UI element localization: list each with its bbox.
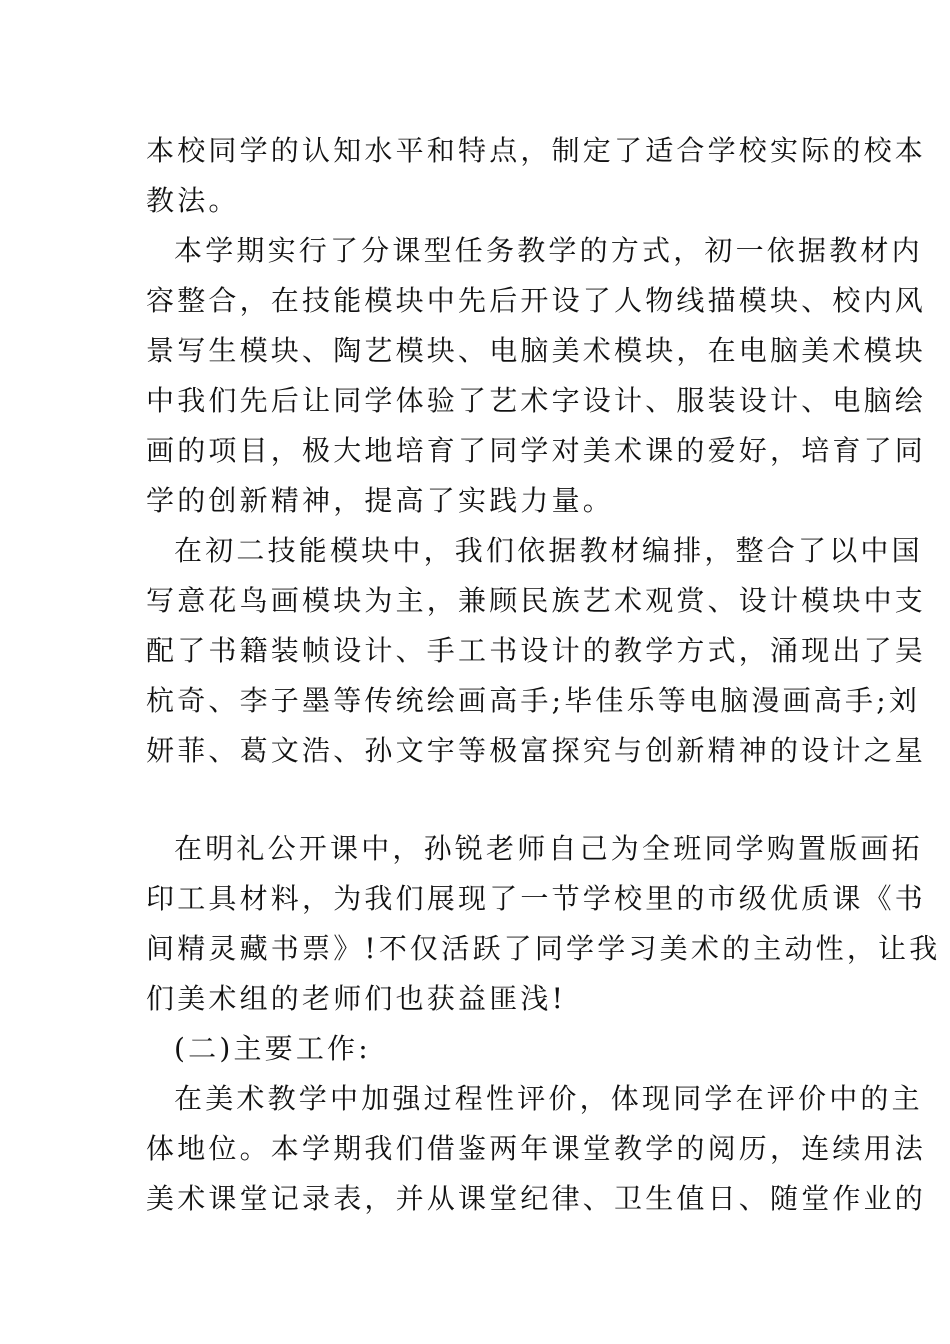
text-line-10: 写意花鸟画模块为主，兼顾民族艺术观赏、设计模块中支	[146, 584, 927, 617]
paragraph-start-line: 在初二技能模块中，我们依据教材编排，整合了以中国	[174, 534, 923, 567]
text-line-11: 配了书籍装帧设计、手工书设计的教学方式，涌现出了吴	[146, 634, 927, 667]
text-line-6: 中我们先后让同学体验了艺术字设计、服装设计、电脑绘	[146, 384, 927, 417]
text-line-20: 体地位。本学期我们借鉴两年课堂教学的阅历，连续用法	[146, 1132, 927, 1165]
text-line-13: 妍菲、葛文浩、孙文宇等极富探究与创新精神的设计之星	[146, 734, 927, 767]
text-line-15: 印工具材料，为我们展现了一节学校里的市级优质课《书	[146, 882, 927, 915]
paragraph-start-line: 本学期实行了分课型任务教学的方式，初一依据教材内	[174, 234, 923, 267]
text-line-5: 景写生模块、陶艺模块、电脑美术模块，在电脑美术模块	[146, 334, 927, 367]
text-line-7: 画的项目，极大地培育了同学对美术课的爱好，培育了同	[146, 434, 927, 467]
section-heading: (二)主要工作:	[174, 1032, 371, 1065]
text-line-16: 间精灵藏书票》!不仅活跃了同学学习美术的主动性，让我	[146, 932, 941, 965]
paragraph-start-line: 在美术教学中加强过程性评价，体现同学在评价中的主	[174, 1082, 923, 1115]
text-line-12: 杭奇、李子墨等传统绘画高手;毕佳乐等电脑漫画高手;刘	[146, 684, 921, 717]
paragraph-start-line: 在明礼公开课中，孙锐老师自己为全班同学购置版画拓	[174, 832, 923, 865]
text-line-2: 教法。	[146, 184, 240, 217]
text-line-1: 本校同学的认知水平和特点，制定了适合学校实际的校本	[146, 134, 927, 167]
text-line-4: 容整合，在技能模块中先后开设了人物线描模块、校内风	[146, 284, 927, 317]
text-line-21: 美术课堂记录表，并从课堂纪律、卫生值日、随堂作业的	[146, 1182, 927, 1215]
text-line-17: 们美术组的老师们也获益匪浅!	[146, 982, 567, 1015]
text-line-8: 学的创新精神，提高了实践力量。	[146, 484, 615, 517]
